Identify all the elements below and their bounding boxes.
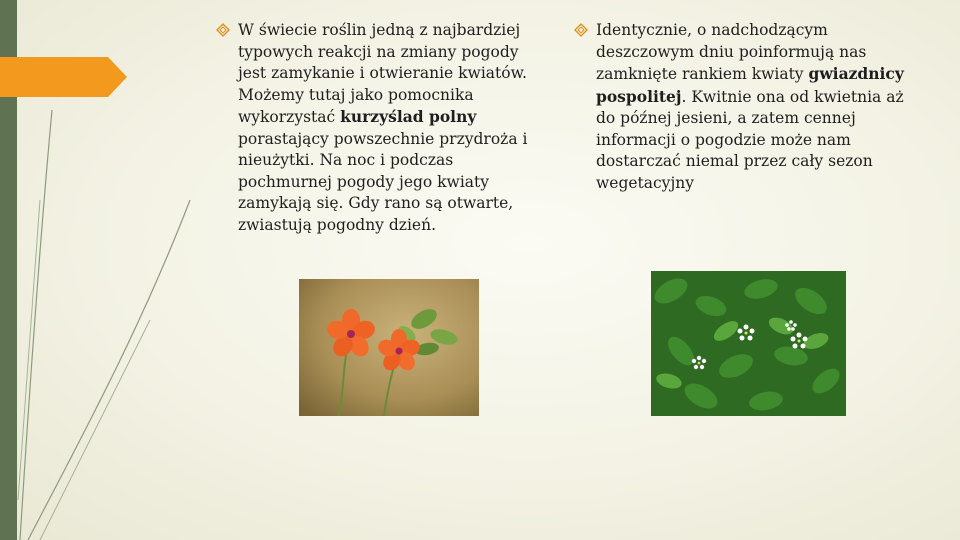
chickweed-photo [651, 271, 846, 416]
text-part: W świecie roślin jedną z najbardziej typowych reakcji na zmiany pogody jest zamykanie i otwieranie kwiatów. Możemy tutaj jako pomocnika wykorzystać [238, 21, 527, 126]
bullet-text-right [596, 20, 904, 194]
accent-tab [0, 57, 127, 97]
diamond-outline-bullet-icon [574, 23, 588, 37]
text-part: Identycznie, o nadchodzącym deszczowym dniu poinformują nas zamknięte rankiem kwiaty [596, 21, 867, 83]
bullet-item-right [574, 20, 904, 194]
diamond-outline-bullet-icon [216, 23, 230, 37]
bullet-text-left [238, 20, 546, 236]
text-part: . Kwitnie ona od kwietnia aż do późnej jesieni, a zatem cennej informacji o pogodzie może nam dostarczać niemal przez cały sezon wegetacyjny [596, 87, 904, 192]
scarlet-pimpernel-photo [299, 279, 479, 416]
bullet-item-left [216, 20, 546, 236]
text-part: porastający powszechnie przydroża i nieużytki. Na noc i podczas pochmurnej pogody jego kwiaty zamykają się. Gdy rano są otwarte, zwiastują pogodny dzień. [238, 129, 528, 234]
plant-name-bold: gwiazdnicy pospolitej [596, 64, 904, 106]
plant-name-bold: kurzyślad polny [340, 107, 477, 126]
